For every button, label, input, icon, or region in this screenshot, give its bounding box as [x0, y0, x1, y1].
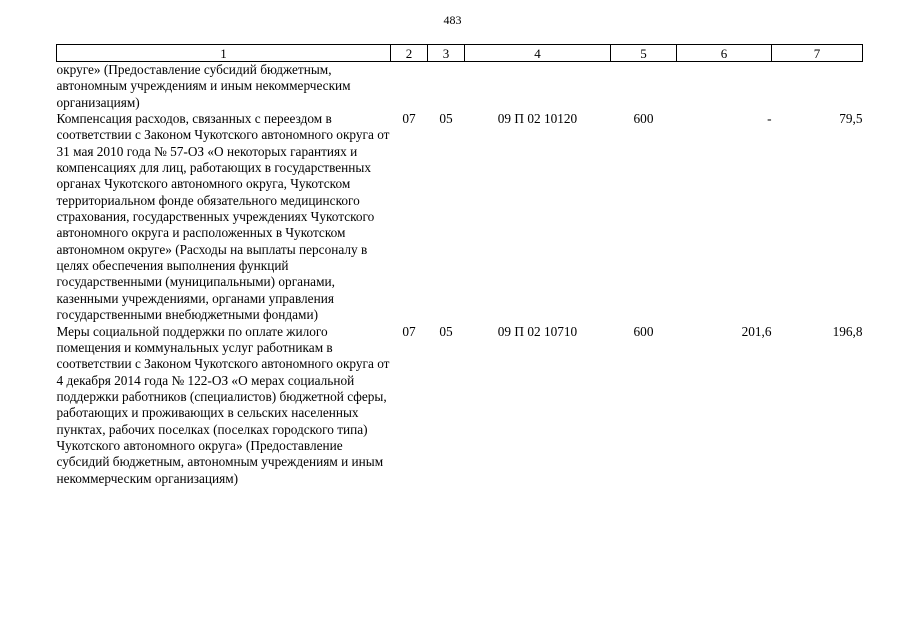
row-name: Меры социальной поддержки по оплате жилого помещения и коммунальных услуг работникам в соответствии с Законом Чукотского автономного округа от 4 декабря 2014 года № 122-ОЗ «О мерах социальной поддержки работников (специалистов) бюджетной сферы, работающих и проживающих в сельских населенных пунктах, рабочих поселках (поселках городского типа) Чукотского автономного округа» (Предоставление субсидий бюджетным, автономным учреждениям и иным некоммерческим организациям) [56, 323, 390, 486]
header-col-7: 7 [772, 45, 863, 62]
header-col-1: 1 [57, 45, 391, 62]
header-col-4: 4 [465, 45, 611, 62]
table-row [57, 62, 863, 112]
row-target-article [465, 62, 611, 112]
row-amount-2: 196,8 [832, 323, 863, 339]
header-col-2: 2 [391, 45, 428, 62]
row-section [391, 62, 428, 112]
budget-table [56, 44, 863, 487]
header-row [57, 45, 863, 62]
row-section: 07 [402, 323, 416, 339]
table-row [57, 111, 863, 323]
row-target-article: 09 П 02 10710 [497, 323, 578, 339]
header-col-5: 5 [611, 45, 677, 62]
row-amount-2: 79,5 [839, 111, 863, 127]
row-subsection: 05 [439, 323, 453, 339]
row-name: округе» (Предоставление субсидий бюджетным, автономным учреждениям и иным некоммерческим организациям) [56, 62, 351, 110]
header-col-3: 3 [428, 45, 465, 62]
row-section: 07 [402, 111, 416, 127]
row-expense-type: 600 [633, 111, 654, 127]
page-number: 483 [443, 13, 462, 27]
row-amount-2 [772, 62, 863, 112]
row-amount-1: - [767, 111, 772, 127]
row-expense-type: 600 [633, 323, 654, 339]
row-name: Компенсация расходов, связанных с переездом в соответствии с Законом Чукотского автономного округа от 31 мая 2010 года № 57-ОЗ «О некоторых гарантиях и компенсациях для лиц, работающих в государственных органах Чукотского автономного округа, Чукотском территориальном фонде обязательного медицинского страхования, государственных учреждениях Чукотского автономного округа и расположенных в Чукотском автономном округе» (Расходы на выплаты персоналу в целях обеспечения выполнения функций государственными (муниципальными) органами, казенными учреждениями, органами управления государственными внебюджетными фондами) [56, 111, 390, 323]
row-amount-1: 201,6 [741, 323, 772, 339]
row-subsection [428, 62, 465, 112]
row-subsection: 05 [439, 111, 453, 127]
row-target-article: 09 П 02 10120 [497, 111, 578, 127]
table-row [57, 324, 863, 487]
header-col-6: 6 [677, 45, 772, 62]
row-expense-type [611, 62, 677, 112]
row-amount-1 [677, 62, 772, 112]
